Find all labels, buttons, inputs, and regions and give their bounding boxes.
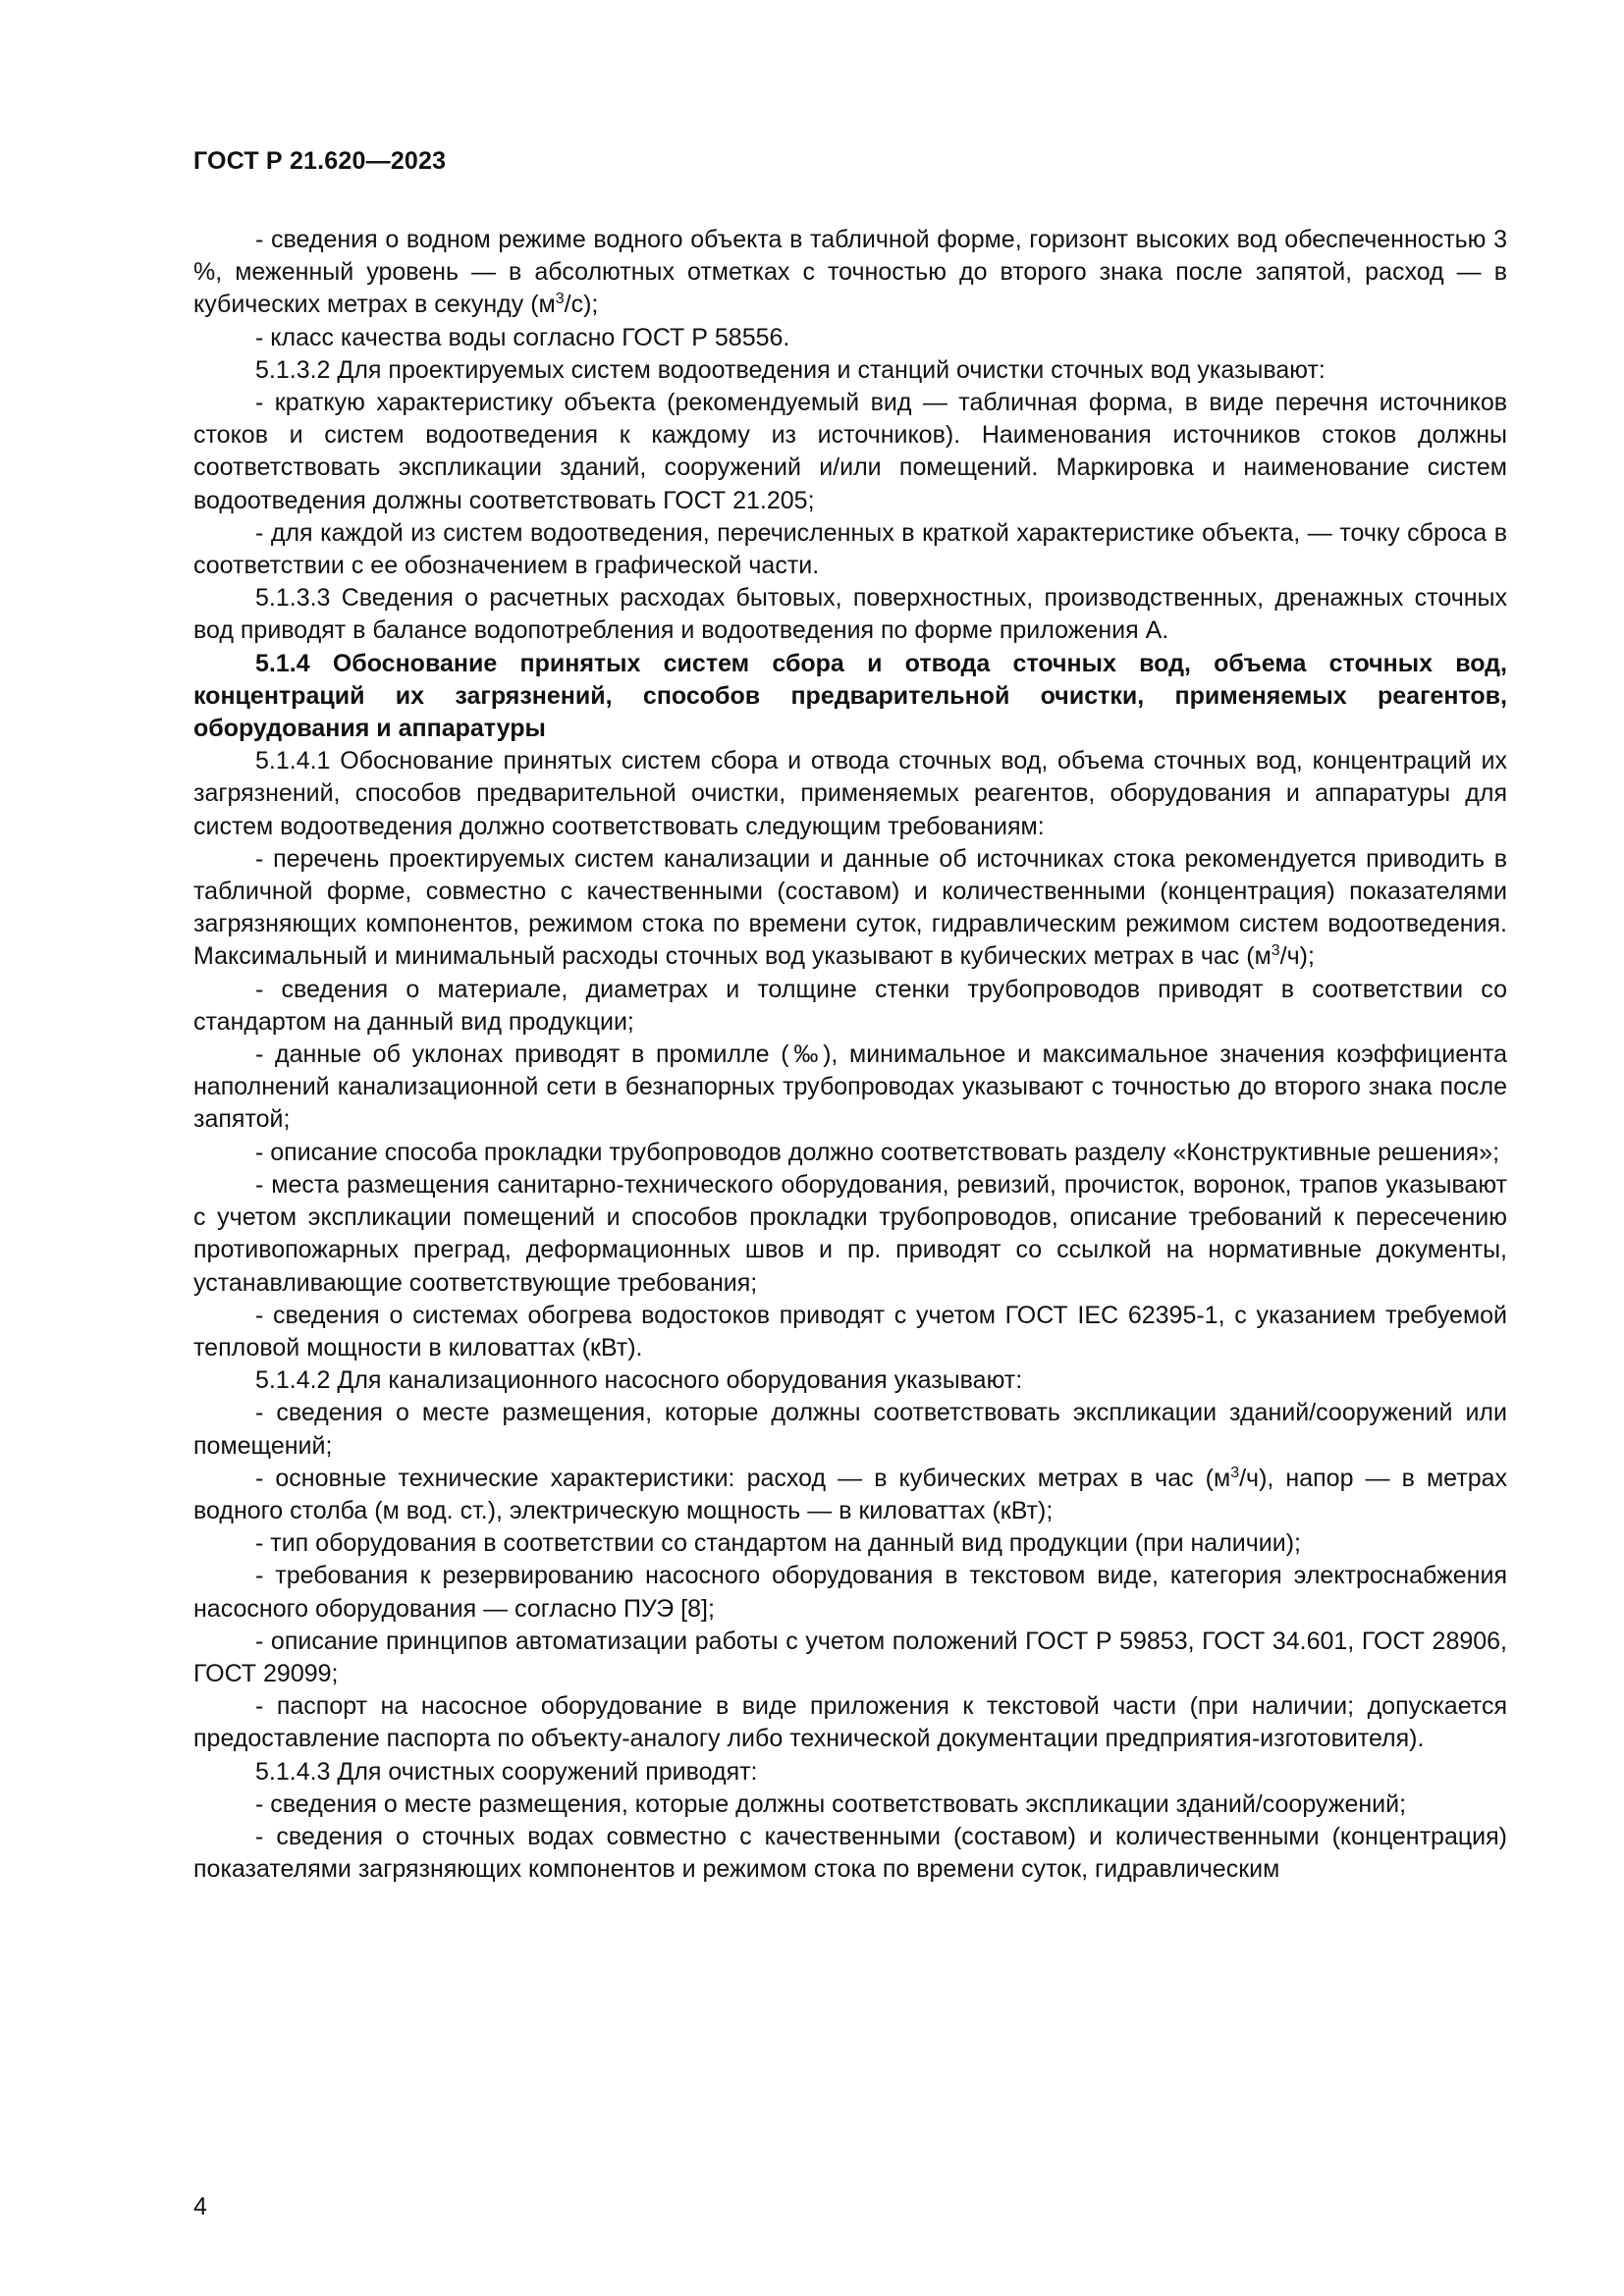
- paragraph: - паспорт на насосное оборудование в виде приложения к текстовой части (при наличии; допускается предоставление паспорта по объекту-аналогу либо технической документации предприятия-изготовителя).: [193, 1692, 1507, 1753]
- paragraph: - сведения о системах обогрева водостоков приводят с учетом ГОСТ IEC 62395-1, с указанием требуемой тепловой мощности в киловаттах (кВт).: [193, 1301, 1507, 1362]
- document-code-header: ГОСТ Р 21.620—2023: [193, 147, 447, 175]
- text-span: /ч);: [1279, 942, 1315, 971]
- text-span: - основные технические характеристики: расход — в кубических метрах в час (м: [255, 1464, 1231, 1492]
- text-span: - сведения о водном режиме водного объекта в табличной форме, горизонт высоких вод обеспеченностью 3 %, меженный уровень — в абсолютных отметках с точностью до второго знака после запятой, расход — в кубических метрах в секунду (м: [193, 226, 1507, 319]
- paragraph: 5.1.4.2 Для канализационного насосного оборудования указывают:: [255, 1366, 1023, 1395]
- paragraph: [193, 843, 1507, 974]
- page-number: 4: [193, 2193, 207, 2220]
- paragraph: - требования к резервированию насосного оборудования в текстовом виде, категория электроснабжения насосного оборудования — согласно ПУЭ [8];: [193, 1562, 1507, 1623]
- text-span: - перечень проектируемых систем канализации и данные об источниках стока рекомендуется приводить в табличной форме, совместно с качественными (составом) и количественными (концентрация) показателями загрязняющих компонентов, режимом стока по времени суток, гидравлическим режимом систем водоотведения. Максимальный и минимальный расходы сточных вод указывают в кубических метрах в час (м: [193, 844, 1507, 971]
- paragraph: - описание способа прокладки трубопроводов должно соответствовать разделу «Конструктивные решения»;: [255, 1138, 1500, 1166]
- section-heading: 5.1.4 Обоснование принятых систем сбора и отвода сточных вод, объема сточных вод, концентраций их загрязнений, способов предварительной очистки, применяемых реагентов, оборудования и аппаратуры: [193, 649, 1507, 743]
- paragraph: - класс качества воды согласно ГОСТ Р 58556.: [255, 323, 790, 351]
- paragraph: - сведения о месте размещения, которые должны соответствовать экспликации зданий/сооружений;: [255, 1789, 1407, 1818]
- paragraph: - сведения о месте размещения, которые должны соответствовать экспликации зданий/сооружений или помещений;: [193, 1399, 1507, 1460]
- paragraph: - краткую характеристику объекта (рекомендуемый вид — табличная форма, в виде перечня источников стоков и систем водоотведения к каждому из источников). Наименования источников стоков должны соответствовать экспликации зданий, сооружений и/или помещений. Маркировка и наименование систем водоотведения должны соответствовать ГОСТ 21.205;: [193, 389, 1507, 514]
- paragraph: - данные об уклонах приводят в промилле (‰), минимальное и максимальное значения коэффициента наполнений канализационной сети в безнапорных трубопроводах указывают с точностью до второго знака после запятой;: [193, 1041, 1507, 1134]
- document-body: [193, 224, 1507, 1886]
- text-span: /с);: [564, 291, 599, 319]
- paragraph: - описание принципов автоматизации работы с учетом положений ГОСТ Р 59853, ГОСТ 34.601, ГОСТ 28906, ГОСТ 29099;: [193, 1627, 1507, 1687]
- superscript: 3: [1271, 942, 1280, 960]
- text-span: /ч), напор — в метрах водного столба (м вод. ст.), электрическую мощность — в киловаттах (кВт);: [193, 1464, 1507, 1524]
- paragraph: [193, 224, 1507, 322]
- paragraph: - места размещения санитарно-технического оборудования, ревизий, прочисток, воронок, трапов указывают с учетом экспликации помещений и способов прокладки трубопроводов, описание требований к пересечению противопожарных преград, деформационных швов и пр. приводят со ссылкой на нормативные документы, устанавливающие соответствующие требования;: [193, 1170, 1507, 1297]
- paragraph: - сведения о сточных водах совместно с качественными (составом) и количественными (концентрация) показателями загрязняющих компонентов и режимом стока по времени суток, гидравлическим: [193, 1822, 1507, 1884]
- paragraph: - сведения о материале, диаметрах и толщине стенки трубопроводов приводят в соответствии со стандартом на данный вид продукции;: [193, 975, 1507, 1036]
- superscript: 3: [555, 291, 565, 308]
- paragraph: 5.1.4.1 Обоснование принятых систем сбора и отвода сточных вод, объема сточных вод, концентраций их загрязнений, способов предварительной очистки, применяемых реагентов, оборудования и аппаратуры для систем водоотведения должно соответствовать следующим требованиям:: [193, 747, 1507, 840]
- paragraph: - для каждой из систем водоотведения, перечисленных в краткой характеристике объекта, — точку сброса в соответствии с ее обозначением в графической части.: [193, 518, 1507, 580]
- superscript: 3: [1230, 1464, 1240, 1481]
- paragraph: 5.1.3.2 Для проектируемых систем водоотведения и станций очистки сточных вод указывают:: [255, 355, 1326, 384]
- paragraph: 5.1.3.3 Сведения о расчетных расходах бытовых, поверхностных, производственных, дренажных сточных вод приводят в балансе водопотребления и водоотведения по форме приложения А.: [193, 584, 1507, 645]
- paragraph: - тип оборудования в соответствии со стандартом на данный вид продукции (при наличии);: [255, 1529, 1301, 1558]
- paragraph: [193, 1463, 1507, 1527]
- paragraph: 5.1.4.3 Для очистных сооружений приводят:: [255, 1757, 758, 1786]
